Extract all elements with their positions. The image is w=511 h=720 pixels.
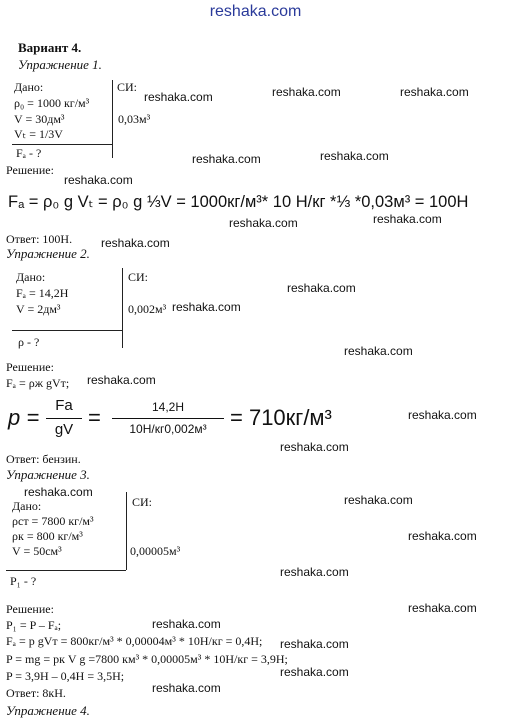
ex1-find: Fₐ - ? <box>16 146 42 160</box>
watermark: reshaka.com <box>101 236 170 250</box>
ex1-si-label: СИ: <box>117 80 138 94</box>
watermark: reshaka.com <box>280 440 349 454</box>
ex3-solution-label: Решение: <box>6 602 54 616</box>
ex2-answer: Ответ: бензин. <box>6 452 81 466</box>
exercise-4-heading: Упражнение 4. <box>6 703 90 718</box>
watermark: reshaka.com <box>229 216 298 230</box>
ex2-frac1-bar <box>46 418 82 419</box>
ex3-given-divider <box>6 570 126 571</box>
watermark: reshaka.com <box>64 173 133 187</box>
variant-title: Вариант 4. <box>18 40 82 55</box>
watermark: reshaka.com <box>24 485 93 499</box>
watermark: reshaka.com <box>152 617 221 631</box>
ex3-line-3: P = mg = pк V g =7800 км³ * 0,00005м³ * 10Н/кг = 3,9Н; <box>6 652 288 666</box>
ex1-given-divider <box>12 144 112 145</box>
ex2-given-label: Дано: <box>16 270 46 284</box>
ex1-submerged-volume: Vₜ = 1/3V <box>14 127 63 141</box>
ex2-equals: = <box>88 405 101 430</box>
ex1-density: ρ₀ = 1000 кг/м³ <box>14 96 90 110</box>
ex2-frac2-bar <box>112 418 224 419</box>
ex2-si-label: СИ: <box>128 270 149 284</box>
watermark: reshaka.com <box>280 637 349 651</box>
ex2-archimedes-formula: Fₐ = ρж gVт; <box>6 376 70 390</box>
ex2-frac1-numerator: Fa <box>55 397 73 414</box>
ex3-si-divider <box>126 492 127 570</box>
ex1-formula: Fₐ = ρ₀ g Vₜ = ρ₀ g ⅓V = 1000кг/м³* 10 Н/кг *⅓ *0,03м³ = 100Н <box>8 193 469 211</box>
ex1-given-label: Дано: <box>14 80 44 94</box>
ex1-solution-label: Решение: <box>6 163 54 177</box>
watermark: reshaka.com <box>408 601 477 615</box>
ex3-line-4: P = 3,9Н – 0,4Н = 3,5Н; <box>6 669 125 683</box>
ex3-given-label: Дано: <box>12 499 42 513</box>
watermark: reshaka.com <box>373 212 442 226</box>
ex1-si-divider <box>112 80 113 158</box>
ex2-frac1-denominator: gV <box>54 421 74 438</box>
ex3-si-value: 0,00005м³ <box>130 544 181 558</box>
ex2-result: = 710кг/м³ <box>230 405 332 430</box>
exercise-1-heading: Упражнение 1. <box>18 57 102 72</box>
watermark: reshaka.com <box>87 373 156 387</box>
watermark: reshaka.com <box>344 493 413 507</box>
ex2-find: ρ - ? <box>18 335 40 349</box>
watermark: reshaka.com <box>152 681 221 695</box>
watermark: reshaka.com <box>144 90 213 104</box>
ex2-density-symbol: p = <box>8 405 40 430</box>
watermark: reshaka.com <box>408 529 477 543</box>
ex3-answer: Ответ: 8кН. <box>6 686 66 700</box>
ex2-force: Fₐ = 14,2Н <box>16 286 69 300</box>
ex2-solution-label: Решение: <box>6 360 54 374</box>
ex3-steel-density: ρст = 7800 кг/м³ <box>12 514 94 528</box>
exercise-2-heading: Упражнение 2. <box>6 246 90 261</box>
ex3-find: P₁ - ? <box>10 574 37 588</box>
ex2-frac2-denominator: 10Н/кг0,002м³ <box>129 422 207 436</box>
ex3-si-label: СИ: <box>132 495 153 509</box>
ex3-volume: V = 50см³ <box>12 544 62 558</box>
ex2-frac2-numerator: 14,2Н <box>151 400 185 414</box>
ex3-kerosene-density: ρк = 800 кг/м³ <box>12 529 83 543</box>
watermark: reshaka.com <box>320 149 389 163</box>
ex3-line-2: Fₐ = p gVт = 800кг/м³ * 0,00004м³ * 10Н/кг = 0,4Н; <box>6 634 263 648</box>
watermark: reshaka.com <box>400 85 469 99</box>
ex2-given-divider <box>12 330 122 331</box>
watermark: reshaka.com <box>280 565 349 579</box>
exercise-3-heading: Упражнение 3. <box>6 467 90 482</box>
ex1-volume: V = 30дм³ <box>14 112 65 126</box>
ex2-volume: V = 2дм³ <box>16 302 61 316</box>
watermark: reshaka.com <box>408 408 477 422</box>
ex2-si-value: 0,002м³ <box>128 302 167 316</box>
site-watermark-top[interactable]: reshaka.com <box>209 3 302 20</box>
watermark: reshaka.com <box>344 344 413 358</box>
ex1-si-value: 0,03м³ <box>118 112 151 126</box>
watermark: reshaka.com <box>172 300 241 314</box>
ex2-si-divider <box>122 268 123 348</box>
watermark: reshaka.com <box>272 85 341 99</box>
ex1-answer: Ответ: 100Н. <box>6 232 73 246</box>
watermark: reshaka.com <box>280 665 349 679</box>
watermark: reshaka.com <box>287 281 356 295</box>
watermark: reshaka.com <box>192 152 261 166</box>
ex3-line-1: P₁ = P – Fₐ; <box>6 618 62 632</box>
